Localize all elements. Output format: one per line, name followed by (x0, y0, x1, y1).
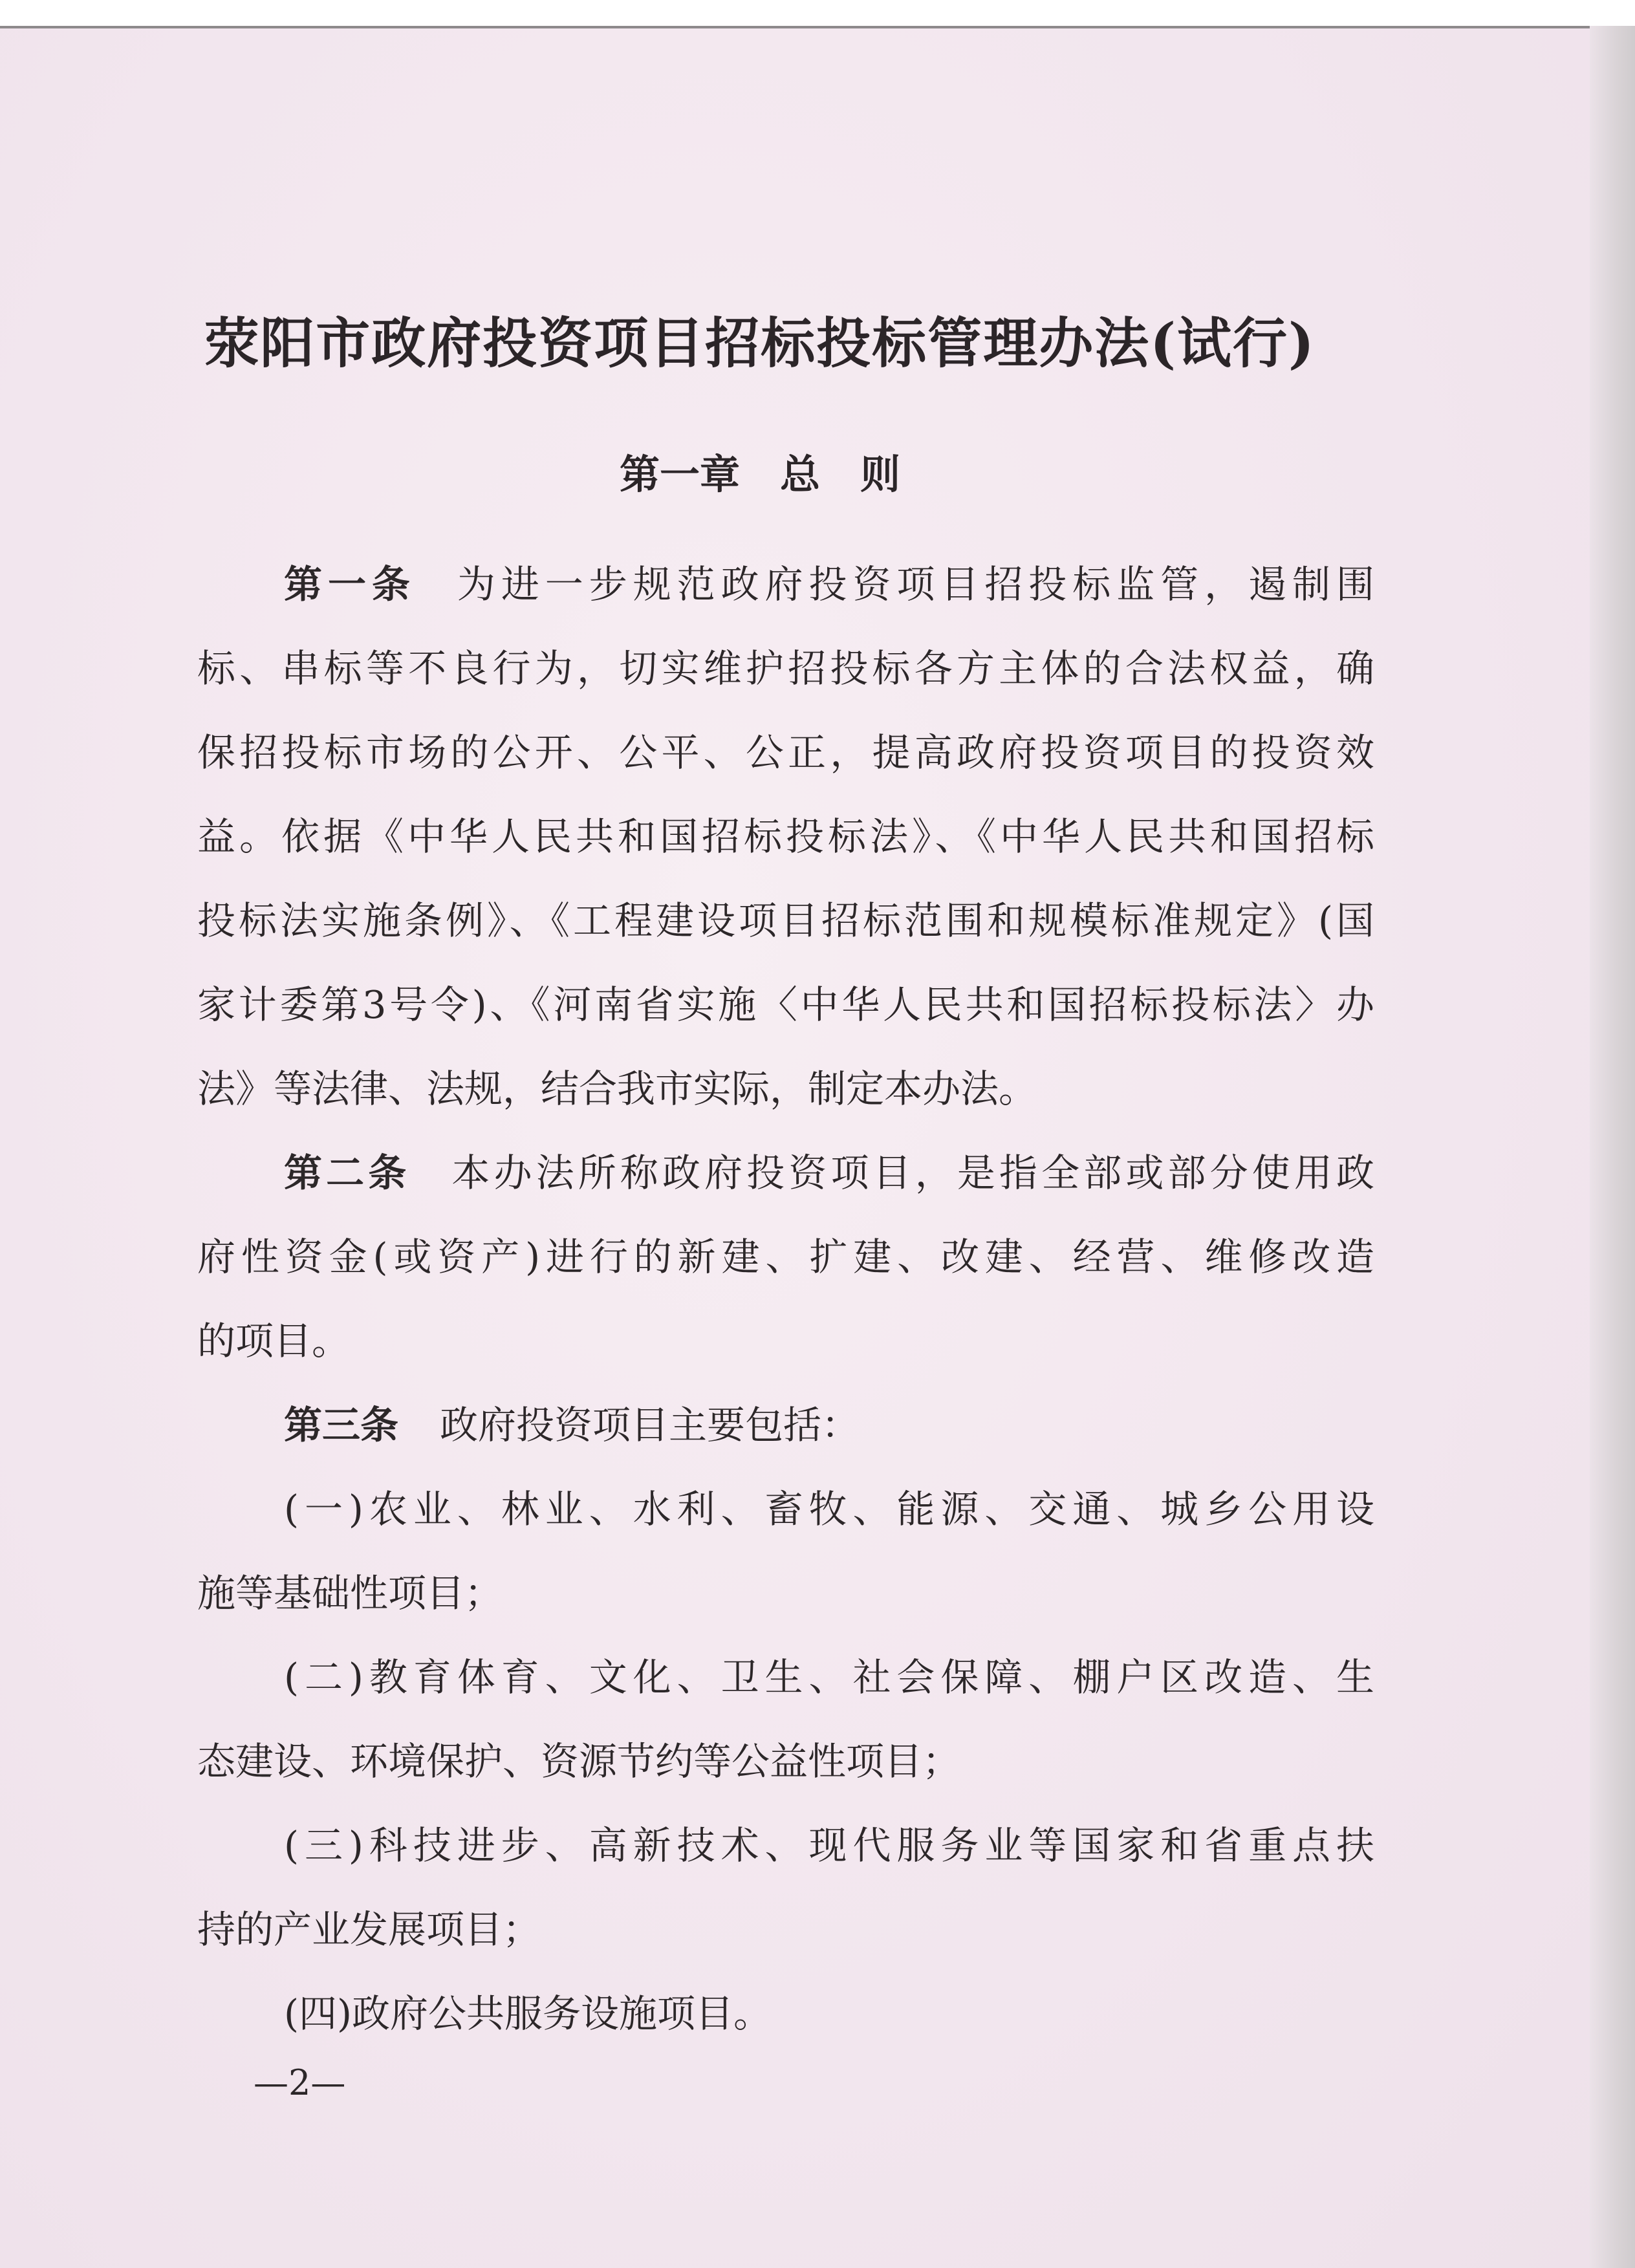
document-page (0, 28, 1590, 2268)
article-2-line-3: 的项目。 (197, 1319, 351, 1363)
article-1-label: 第一条 (284, 562, 416, 607)
page-number: —2— (254, 2062, 346, 2103)
article-3-label: 第三条 (284, 1403, 399, 1447)
item-2-line-2: 态建设、环境保护、资源节约等公益性项目； (197, 1739, 961, 1784)
item-3-line-2: 持的产业发展项目； (197, 1907, 541, 1952)
scan-top-border (0, 0, 1635, 28)
item-1-line-2: 施等基础性项目； (197, 1571, 503, 1615)
scan-right-edge (1590, 26, 1635, 2268)
article-1-line-4: 益。依据《中华人民共和国招标投标法》、《中华人民共和国招标 (197, 814, 1374, 859)
document-title: 荥阳市政府投资项目招标投标管理办法(试行) (204, 311, 1316, 375)
article-1-line-5: 投标法实施条例》、《工程建设项目招标范围和规模标准规定》(国 (197, 898, 1374, 943)
article-1-line-3: 保招投标市场的公开、公平、公正，提高政府投资项目的投资效 (197, 730, 1374, 775)
item-4-line-1: (四)政府公共服务设施项目。 (284, 1991, 772, 2036)
article-1-line-7: 法》等法律、法规，结合我市实际，制定本办法。 (197, 1066, 1037, 1111)
document-body (197, 543, 1374, 2056)
article-3-line-1: 第三条 政府投资项目主要包括： (284, 1403, 860, 1447)
article-1-line-1: 第一条 为进一步规范政府投资项目招投标监管，遏制围 (284, 562, 1374, 607)
article-2-label: 第二条 (284, 1150, 411, 1195)
article-1-line-6: 家计委第3号令)、《河南省实施〈中华人民共和国招标投标法〉办 (197, 982, 1374, 1027)
chapter-heading: 第一章 总 则 (619, 451, 900, 498)
article-1-line-2: 标、串标等不良行为，切实维护招投标各方主体的合法权益，确 (197, 646, 1374, 691)
item-1-line-1: (一)农业、林业、水利、畜牧、能源、交通、城乡公用设 (284, 1487, 1374, 1531)
article-2-line-2: 府性资金(或资产)进行的新建、扩建、改建、经营、维修改造 (197, 1235, 1374, 1279)
item-2-line-1: (二)教育体育、文化、卫生、社会保障、棚户区改造、生 (284, 1655, 1374, 1700)
item-3-line-1: (三)科技进步、高新技术、现代服务业等国家和省重点扶 (284, 1823, 1374, 1868)
article-2-line-1: 第二条 本办法所称政府投资项目，是指全部或部分使用政 (284, 1150, 1374, 1195)
